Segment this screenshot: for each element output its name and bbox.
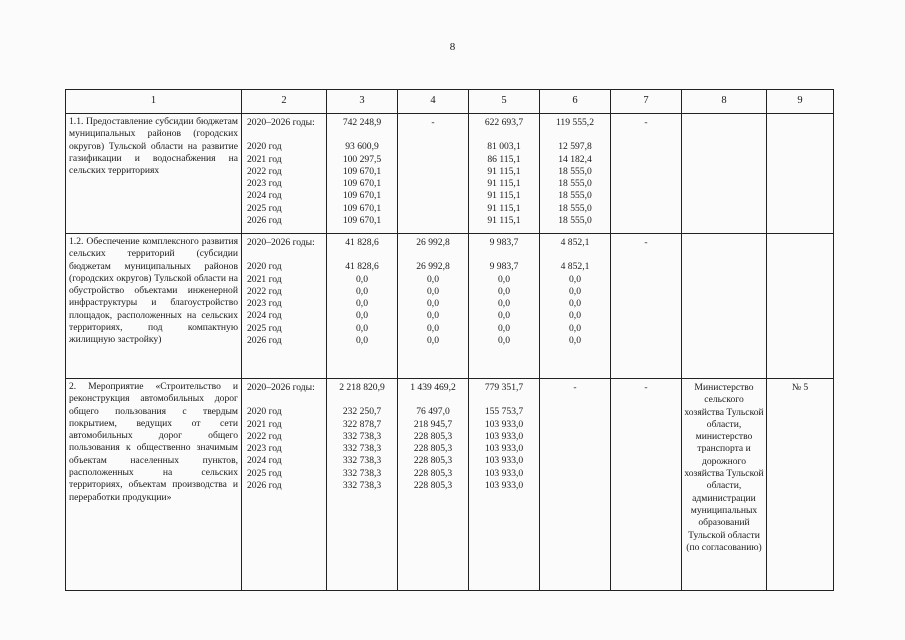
amount-year-value: 0,0: [569, 298, 581, 310]
year-label: 2021 год: [247, 273, 282, 285]
year-label: 2025 год: [247, 202, 282, 214]
amount-year-value: 228 805,3: [413, 480, 453, 492]
header-cell: 7: [611, 90, 682, 114]
amount-cell-c4: [398, 114, 469, 234]
header-cell: 5: [469, 90, 540, 114]
period-label: 2020–2026 годы:: [247, 382, 315, 393]
indicator-cell: [767, 379, 834, 591]
amount-year-value: 0,0: [569, 310, 581, 322]
amount-total: 622 693,7: [484, 117, 524, 128]
header-cell: 4: [398, 90, 469, 114]
amount-year-value: 0,0: [498, 298, 510, 310]
amount-year-value: 0,0: [427, 273, 439, 285]
responsible-text: Министерство сельского хозяйства Тульской области, министерство транспорта и дорожного хозяйства Тульской области, администрации муниципальных образований Тульской области (по согласованию): [684, 382, 764, 553]
year-label: 2021 год: [247, 418, 282, 430]
amount-year-value: 109 670,1: [342, 165, 382, 177]
amount-year-value: 103 933,0: [484, 455, 524, 467]
amount-year-value: 0,0: [427, 310, 439, 322]
year-label: 2022 год: [247, 165, 282, 177]
amount-year-value: 0,0: [356, 310, 368, 322]
indicator-cell: [767, 114, 834, 234]
responsible-cell: [682, 234, 767, 379]
amount-year-value: 91 115,1: [487, 190, 521, 202]
amount-year-value: 332 738,3: [342, 443, 382, 455]
year-label: 2026 год: [247, 215, 282, 227]
amount-year-value: 0,0: [498, 335, 510, 347]
header-cell: 6: [540, 90, 611, 114]
period-cell: [242, 379, 327, 591]
amount-year-value: 0,0: [498, 310, 510, 322]
amount-cell-c4: [398, 234, 469, 379]
amount-cell-c4: [398, 379, 469, 591]
amount-total: -: [573, 382, 577, 393]
period-label: 2020–2026 годы:: [247, 237, 315, 248]
year-label: 2022 год: [247, 285, 282, 297]
year-label: 2024 год: [247, 455, 282, 467]
amount-year-value: 103 933,0: [484, 443, 524, 455]
amount-cell-c5: [469, 234, 540, 379]
amount-year-value: 332 738,3: [342, 467, 382, 479]
amount-cell-c5: [469, 379, 540, 591]
header-row: [66, 90, 834, 114]
amount-year-value: 155 753,7: [484, 406, 524, 418]
year-label: 2023 год: [247, 178, 282, 190]
year-label: 2022 год: [247, 430, 282, 442]
amount-year-value: 228 805,3: [413, 430, 453, 442]
amount-year-value: 0,0: [569, 322, 581, 334]
activity-description-text: 1.1. Предоставление субсидии бюджетам муниципальных районов (городских округов) Тульской области на развитие газификации и водоснабжения на сельских территориях: [69, 116, 238, 177]
amount-year-value: 86 115,1: [487, 153, 521, 165]
amount-year-value: 322 878,7: [342, 418, 382, 430]
header-cell: 1: [66, 90, 242, 114]
amount-year-value: 103 933,0: [484, 467, 524, 479]
amount-year-value: 332 738,3: [342, 480, 382, 492]
amount-year-value: 0,0: [498, 285, 510, 297]
amount-total: 26 992,8: [416, 237, 450, 248]
amount-year-value: 103 933,0: [484, 480, 524, 492]
year-label: 2024 год: [247, 190, 282, 202]
amount-cell-c5: [469, 114, 540, 234]
amount-year-value: 18 555,0: [558, 202, 592, 214]
page-number: 8: [449, 41, 456, 53]
amount-year-value: 4 852,1: [560, 261, 590, 273]
header-cell: 9: [767, 90, 834, 114]
responsible-cell: [682, 114, 767, 234]
amount-total: 1 439 469,2: [410, 382, 456, 393]
amount-year-value: 228 805,3: [413, 467, 453, 479]
amount-cell-c3: [327, 379, 398, 591]
amount-year-value: 91 115,1: [487, 165, 521, 177]
amount-year-value: 109 670,1: [342, 190, 382, 202]
amount-year-value: 14 182,4: [558, 153, 592, 165]
col7-cell: [611, 114, 682, 234]
program-table: [65, 89, 834, 591]
amount-year-value: 103 933,0: [484, 430, 524, 442]
amount-year-value: 109 670,1: [342, 178, 382, 190]
amount-total: -: [431, 117, 435, 128]
amount-year-value: 109 670,1: [342, 202, 382, 214]
amount-year-value: 0,0: [569, 285, 581, 297]
amount-year-value: 91 115,1: [487, 202, 521, 214]
amount-year-value: 0,0: [356, 335, 368, 347]
amount-year-value: 332 738,3: [342, 430, 382, 442]
amount-total: 119 555,2: [555, 117, 595, 128]
year-label: 2020 год: [247, 406, 282, 418]
year-label: 2020 год: [247, 261, 282, 273]
activity-description: [66, 379, 242, 591]
year-label: 2026 год: [247, 335, 282, 347]
responsible-text: [682, 234, 766, 239]
amount-year-value: 9 983,7: [489, 261, 519, 273]
amount-total: 41 828,6: [345, 237, 379, 248]
activity-description-text: 2. Мероприятие «Строительство и реконструкция автомобильных дорог общего пользования с твердым покрытием, ведущих от сети автомобильных дорог общего пользования к общественно значимым объектам населенных пунктов, расположенных на сельских территориях, объектам производства и переработки продукции»: [69, 381, 238, 503]
year-label: 2025 год: [247, 467, 282, 479]
amount-year-value: 232 250,7: [342, 406, 382, 418]
amount-year-value: 228 805,3: [413, 443, 453, 455]
amount-year-value: 41 828,6: [345, 261, 379, 273]
amount-year-value: 0,0: [498, 322, 510, 334]
header-cell: 3: [327, 90, 398, 114]
responsible-text: [682, 114, 766, 119]
header-cell: 2: [242, 90, 327, 114]
amount-cell-c6: [540, 234, 611, 379]
amount-year-value: 81 003,1: [487, 141, 521, 153]
table-row: [66, 234, 834, 379]
period-cell: [242, 114, 327, 234]
col7-value: -: [644, 117, 648, 128]
amount-year-value: 103 933,0: [484, 418, 524, 430]
col7-value: -: [644, 382, 648, 393]
amount-year-value: 76 497,0: [416, 406, 450, 418]
amount-total: 9 983,7: [489, 237, 519, 248]
amount-year-value: 18 555,0: [558, 165, 592, 177]
amount-year-value: 109 670,1: [342, 215, 382, 227]
amount-year-value: 18 555,0: [558, 190, 592, 202]
col7-cell: [611, 234, 682, 379]
indicator-cell: [767, 234, 834, 379]
amount-total: 4 852,1: [560, 237, 590, 248]
amount-year-value: 0,0: [356, 285, 368, 297]
indicator-ref: [767, 114, 833, 117]
col7-value: -: [644, 237, 648, 248]
amount-year-value: 0,0: [569, 273, 581, 285]
amount-year-value: 332 738,3: [342, 455, 382, 467]
amount-year-value: 0,0: [427, 285, 439, 297]
amount-year-value: 0,0: [356, 273, 368, 285]
amount-total: 2 218 820,9: [339, 382, 385, 393]
indicator-ref: [767, 234, 833, 237]
amount-year-value: 228 805,3: [413, 455, 453, 467]
period-label: 2020–2026 годы:: [247, 117, 315, 128]
year-label: 2023 год: [247, 298, 282, 310]
amount-year-value: 12 597,8: [558, 141, 592, 153]
year-label: 2024 год: [247, 310, 282, 322]
amount-year-value: 0,0: [356, 322, 368, 334]
amount-total: 742 248,9: [342, 117, 382, 128]
amount-year-value: 26 992,8: [416, 261, 450, 273]
amount-year-value: 100 297,5: [342, 153, 382, 165]
year-label: 2021 год: [247, 153, 282, 165]
activity-description: [66, 234, 242, 379]
year-label: 2020 год: [247, 141, 282, 153]
amount-year-value: 93 600,9: [345, 141, 379, 153]
amount-cell-c6: [540, 379, 611, 591]
amount-cell-c3: [327, 114, 398, 234]
amount-year-value: 218 945,7: [413, 418, 453, 430]
year-label: 2023 год: [247, 443, 282, 455]
amount-year-value: 0,0: [498, 273, 510, 285]
activity-description-text: 1.2. Обеспечение комплексного развития сельских территорий (субсидии бюджетам муниципальных районов (городских округов) Тульской области на обустройство объектами инженерной инфраструктуры и благоустройство площадок, расположенных на сельских территориях, под компактную жилищную застройку): [69, 236, 238, 346]
amount-year-value: 0,0: [427, 298, 439, 310]
amount-year-value: 18 555,0: [558, 215, 592, 227]
amount-cell-c6: [540, 114, 611, 234]
responsible-cell: [682, 379, 767, 591]
amount-year-value: 0,0: [569, 335, 581, 347]
period-cell: [242, 234, 327, 379]
year-label: 2025 год: [247, 322, 282, 334]
amount-cell-c3: [327, 234, 398, 379]
table-row: [66, 379, 834, 591]
year-label: 2026 год: [247, 480, 282, 492]
indicator-ref: № 5: [791, 382, 809, 393]
amount-year-value: 91 115,1: [487, 178, 521, 190]
amount-year-value: 0,0: [427, 322, 439, 334]
amount-total: 779 351,7: [484, 382, 524, 393]
table-row: [66, 114, 834, 234]
amount-year-value: 91 115,1: [487, 215, 521, 227]
activity-description: [66, 114, 242, 234]
amount-year-value: 0,0: [356, 298, 368, 310]
header-cell: 8: [682, 90, 767, 114]
amount-year-value: 18 555,0: [558, 178, 592, 190]
amount-year-value: 0,0: [427, 335, 439, 347]
col7-cell: [611, 379, 682, 591]
